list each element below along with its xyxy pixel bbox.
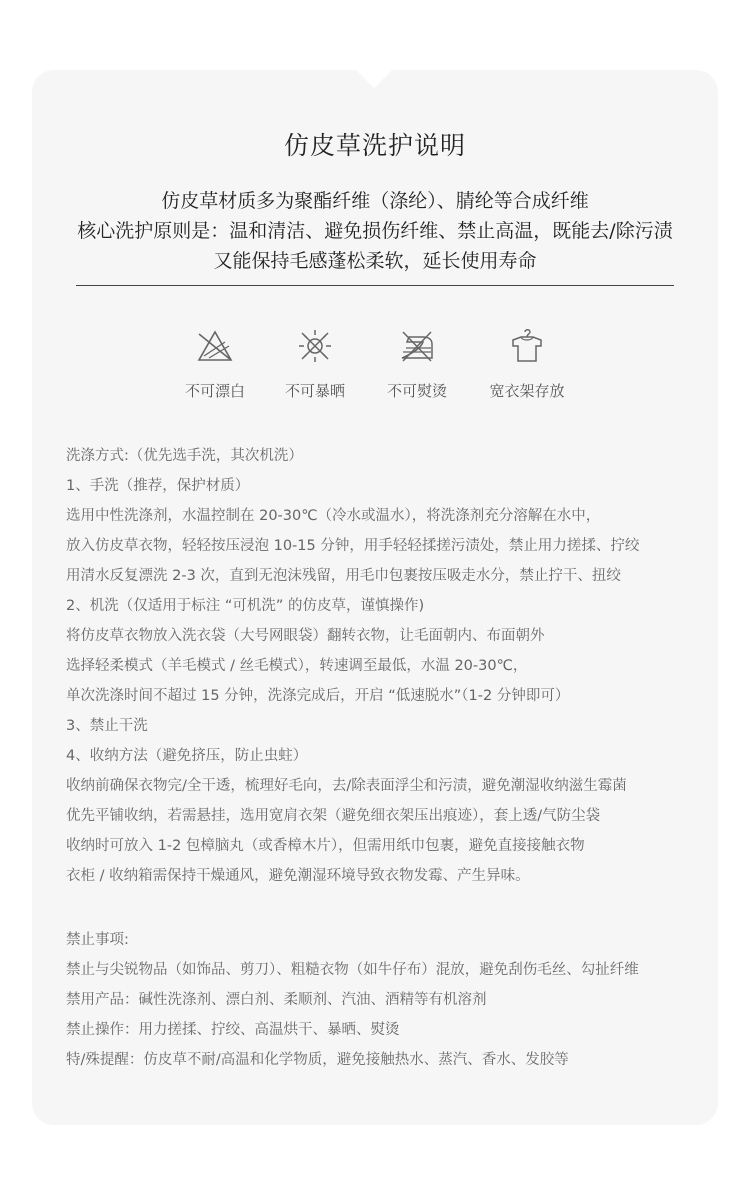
text-line: 单次洗涤时间不超过 15 分钟，洗涤完成后，开启 “低速脱水”（1-2 分钟即可） bbox=[66, 688, 570, 704]
text-line: 衣柜 / 收纳箱需保持干燥通风，避免潮湿环境导致衣物发霉、产生异味。 bbox=[66, 868, 530, 884]
text-line: 选择轻柔模式（羊毛模式 / 丝毛模式），转速调至最低，水温 20-30℃， bbox=[66, 658, 528, 674]
text-line: 选用中性洗涤剂，水温控制在 20-30℃（冷水或温水），将洗涤剂充分溶解在水中， bbox=[66, 508, 601, 524]
text-line: 优先平铺收纳，若需悬挂，选用宽肩衣架（避免细衣架压出痕迹），套上透/气防尘袋 bbox=[66, 808, 601, 824]
intro-line: 核心洗护原则是：温和清洁、避免损伤纤维、禁止高温，既能去/除污渍 bbox=[77, 220, 673, 242]
care-item-hanger bbox=[472, 328, 582, 401]
text-line: 放入仿皮草衣物，轻轻按压浸泡 10-15 分钟，用手轻轻揉搓污渍处，禁止用力搓揉、拧绞 bbox=[66, 538, 640, 554]
intro-line: 又能保持毛感蓬松柔软，延长使用寿命 bbox=[213, 250, 537, 272]
text-line: 禁用产品：碱性洗涤剂、漂白剂、柔顺剂、汽油、酒精等有机溶剂 bbox=[66, 992, 487, 1008]
care-item-no-sun bbox=[260, 328, 370, 401]
care-item-no-iron bbox=[362, 328, 472, 401]
text-line: 1、手洗（推荐，保护材质） bbox=[66, 478, 250, 494]
text-line: 2、机洗（仅适用于标注 “可机洗” 的仿皮草，谨慎操作) bbox=[66, 598, 425, 614]
no-bleach-icon bbox=[195, 328, 235, 364]
care-label: 不可漂白 bbox=[184, 382, 245, 400]
text-line: 禁止与尖锐物品（如饰品、剪刀）、粗糙衣物（如牛仔布）混放，避免刮伤毛丝、勾扯纤维 bbox=[66, 962, 639, 978]
text-line: 特/殊提醒：仿皮草不耐/高温和化学物质，避免接触热水、蒸汽、香水、发胶等 bbox=[66, 1052, 569, 1068]
page-title: 仿皮草洗护说明 bbox=[283, 131, 466, 160]
care-item-no-bleach bbox=[160, 328, 270, 401]
no-ironing-icon bbox=[397, 328, 437, 364]
no-sun-drying-icon bbox=[295, 328, 335, 364]
section-heading: 洗涤方式:（优先选手洗，其次机洗） bbox=[66, 448, 303, 464]
text-line: 将仿皮草衣物放入洗衣袋（大号网眼袋）翻转衣物，让毛面朝内、布面朝外 bbox=[66, 628, 545, 644]
text-line: 收纳前确保衣物完/全干透，梳理好毛向，去/除表面浮尘和污渍，避免潮湿收纳滋生霉菌 bbox=[66, 778, 627, 794]
card-notch bbox=[356, 70, 392, 88]
intro-line: 仿皮草材质多为聚酯纤维（涤纶）、腈纶等合成纤维 bbox=[161, 190, 589, 212]
text-line: 禁止操作：用力搓揉、拧绞、高温烘干、暴晒、熨烫 bbox=[66, 1022, 400, 1038]
text-line: 用清水反复漂洗 2-3 次，直到无泡沫残留，用毛巾包裹按压吸走水分，禁止拧干、扭绞 bbox=[66, 568, 621, 584]
text-line: 收纳时可放入 1-2 包樟脑丸（或香樟木片），但需用纸巾包裹，避免直接接触衣物 bbox=[66, 838, 585, 854]
text-line: 3、禁止干洗 bbox=[66, 718, 148, 734]
section-heading: 禁止事项: bbox=[66, 932, 129, 948]
text-line: 4、收纳方法（避免挤压，防止虫蛀） bbox=[66, 748, 308, 764]
care-label: 不可熨烫 bbox=[386, 382, 447, 400]
divider bbox=[76, 285, 674, 286]
hang-wide-hanger-icon bbox=[507, 328, 547, 364]
care-label: 宽衣架存放 bbox=[489, 382, 565, 400]
care-label: 不可暴晒 bbox=[284, 382, 345, 400]
